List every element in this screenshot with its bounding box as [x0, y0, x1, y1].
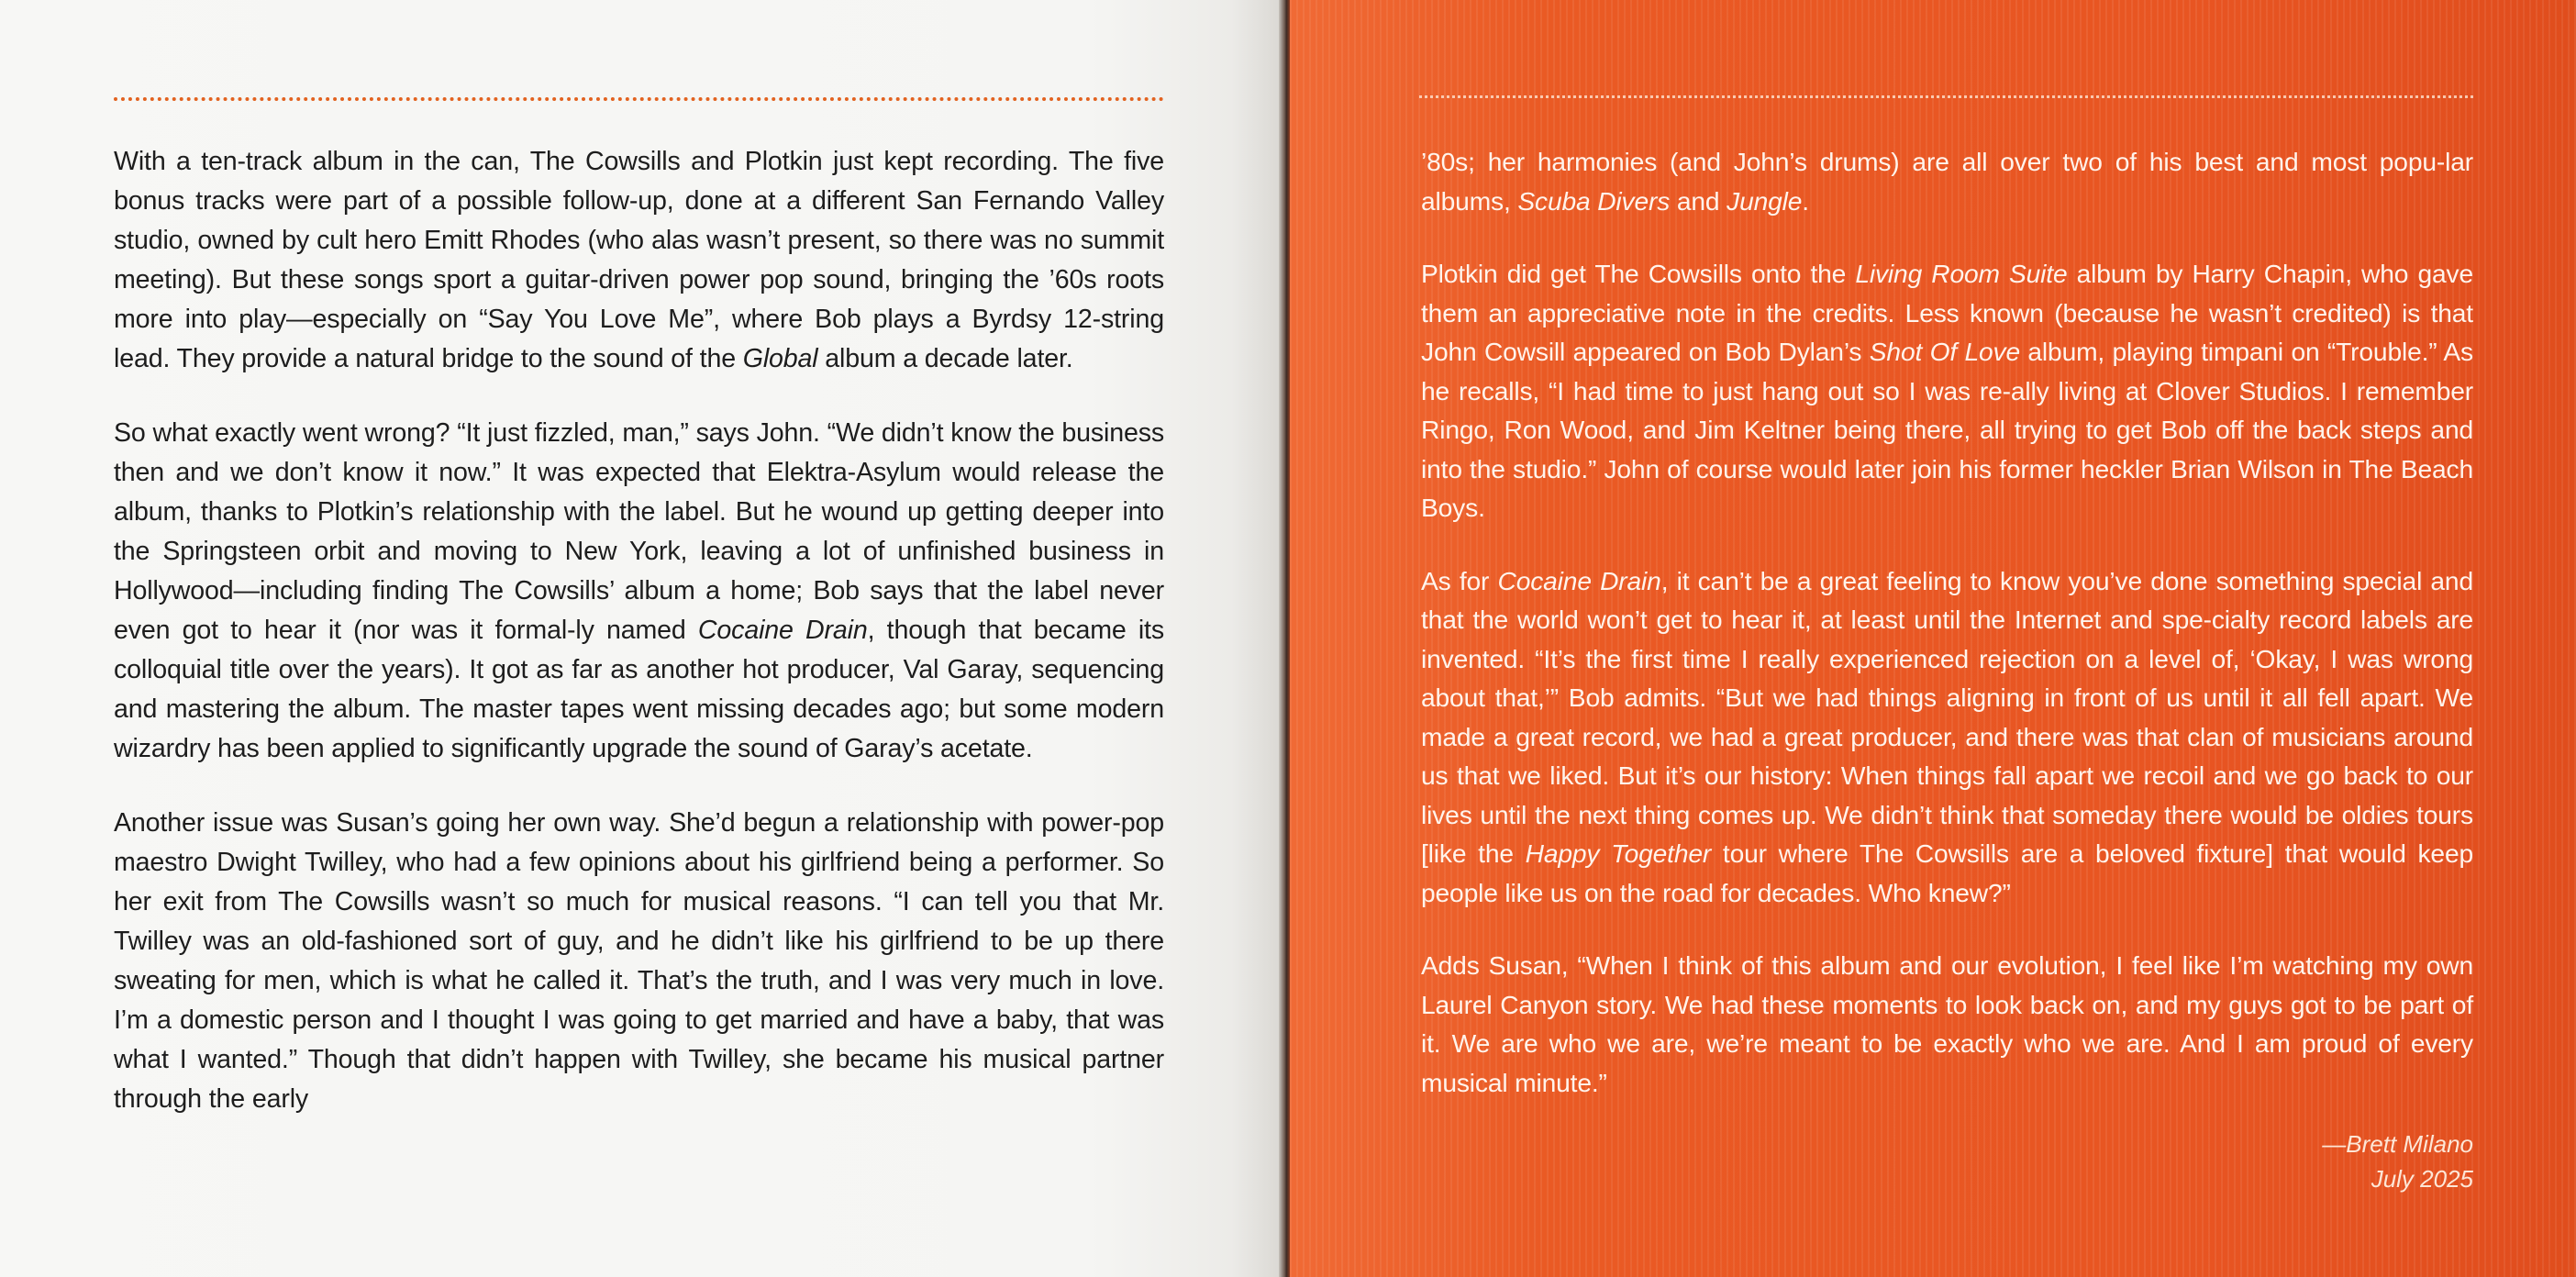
credit-date: July 2025 [2371, 1165, 2473, 1193]
text-run: ’80s; her harmonies (and John’s drums) are all over two of his best and most popu-lar albums, [1421, 147, 2473, 216]
left-paragraph-3 [114, 804, 1164, 1119]
text-run: album, playing timpani on “Trouble.” As he recalls, “I had time to just hang out so I was re-ally living at Clover Studios. I remember Ringo, Ron Wood, and Jim Keltner being there, all trying to get Bob off the back steps and into the studio.” John of course would later join his former heckler Brian Wilson in The Beach Boys. [1421, 337, 2473, 522]
italic-title: Happy Together [1525, 838, 1712, 868]
italic-title: Cocaine Drain [1497, 565, 1661, 595]
right-text-column [1421, 142, 2473, 1136]
italic-title: Scuba Divers [1517, 185, 1671, 216]
author-credit [2322, 1127, 2473, 1196]
text-run: Adds Susan, “When I think of this album and our evolution, I feel like I’m watching my own Laurel Canyon story. We had these moments to look back on, and my guys got to be part of it. We are who we are, we’re meant to be exactly who we are. And I am proud of every musical minute.” [1421, 950, 2473, 1097]
right-paragraph-4 [1421, 946, 2473, 1102]
italic-title: Cocaine Drain [697, 616, 868, 645]
left-text-column [114, 142, 1164, 1154]
right-paragraph-2 [1421, 254, 2473, 527]
dotted-rule-right [1419, 95, 2473, 98]
left-paragraph-1 [114, 142, 1164, 379]
text-run: , though that became its colloquial title over the years). It got as far as another hot producer, Val Garay, sequencing and mastering the album. The master tapes went missing decades ago; but some modern wizardry has been applied to significantly upgrade the sound of Garay’s acetate. [114, 616, 1165, 763]
left-page [0, 0, 1282, 1277]
left-paragraph-2 [114, 414, 1164, 769]
text-run: Plotkin did get The Cowsills onto the [1421, 259, 1856, 288]
text-run: So what exactly went wrong? “It just fizzled, man,” says John. “We didn’t know the business then and we don’t know it now.” It was expected that Elektra-Asylum would release the album, thanks to Plotkin’s relationship with the label. But he wound up getting deeper into the Springsteen orbit and moving to New York, leaving a lot of unfinished business in Hollywood—including finding The Cowsills’ album a home; Bob says that the label never even got to hear it (nor was it formal-ly named [114, 418, 1164, 645]
italic-title: Global [742, 344, 818, 373]
text-run: As for [1421, 565, 1498, 595]
text-run: . [1802, 185, 1809, 216]
text-run: , it can’t be a great feeling to know you’ve done something special and that the world won’t get to hear it, at least until the Internet and spe-cialty record labels are invented. “It’s the first time I really experienced rejection on a level of, ‘Okay, I was wrong about that,’” Bob admits. “But we had things aligning in front of us until it all fell apart. We made a great record, we had a great producer, and there was that clan of musicians around us that we liked. But it’s our history: When things fall apart we recoil and we go back to our lives until the next thing comes up. We didn’t think that someday there would be oldies tours [like the [1421, 565, 2473, 868]
italic-title: Shot Of Love [1869, 337, 2020, 366]
text-run: With a ten-track album in the can, The Cowsills and Plotkin just kept recording. The five bonus tracks were part of a possible follow-up, done at a different San Fernando Valley studio, owned by cult hero Emitt Rhodes (who alas wasn’t present, so there was no summit meeting). But these songs sport a guitar-driven power pop sound, bringing the ’60s roots more into play—especially on “Say You Love Me”, where Bob plays a Byrdsy 12-string lead. They provide a natural bridge to the sound of the [114, 147, 1164, 373]
italic-title: Jungle [1727, 185, 1803, 216]
text-run: album by Harry Chapin, who gave them an appreciative note in the credits. Less known (because he wasn’t credited) is that John Cowsill appeared on Bob Dylan’s [1421, 259, 2473, 366]
author-name: —Brett Milano [2322, 1130, 2473, 1158]
italic-title: Living Room Suite [1855, 259, 2068, 288]
right-paragraph-1 [1421, 142, 2473, 220]
text-run: and [1670, 185, 1727, 216]
right-page [1290, 0, 2576, 1277]
text-run: album a decade later. [817, 344, 1073, 373]
text-run: Another issue was Susan’s going her own way. She’d begun a relationship with power-pop maestro Dwight Twilley, who had a few opinions about his girlfriend being a performer. So her exit from The Cowsills wasn’t so much for musical reasons. “I can tell you that Mr. Twilley was an old-fashioned sort of guy, and he didn’t like his girlfriend to be up there sweating for men, which is what he called it. That’s the truth, and I was very much in love. I’m a domestic person and I thought I was going to get married and have a baby, that was what I wanted.” Though that didn’t happen with Twilley, she became his musical partner through the early [114, 808, 1164, 1114]
right-paragraph-3 [1421, 561, 2473, 913]
text-run: tour where The Cowsills are a beloved fixture] that would keep people like us on the road for decades. Who knew?” [1421, 838, 2474, 907]
dotted-rule-left [114, 97, 1164, 101]
